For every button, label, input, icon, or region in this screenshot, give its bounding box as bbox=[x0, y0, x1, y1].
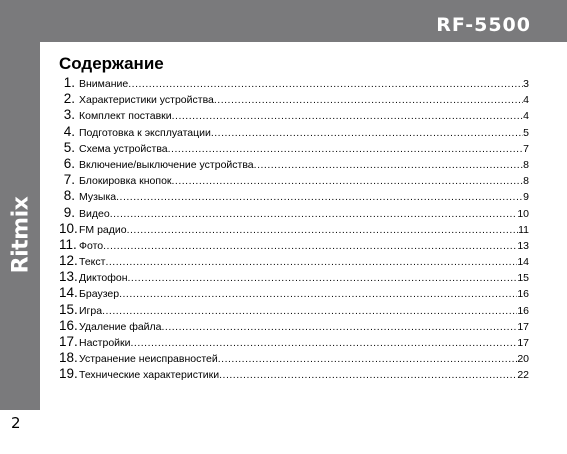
toc-entry-number: 18. bbox=[59, 350, 78, 366]
toc-entry-number: 19. bbox=[59, 366, 78, 382]
toc-entry bbox=[59, 221, 529, 237]
toc-entry bbox=[59, 205, 529, 221]
toc-dot-leader bbox=[127, 222, 519, 237]
toc-entry-page: 11 bbox=[518, 223, 529, 236]
toc-dot-leader bbox=[254, 157, 524, 172]
toc-entry-title: Включение/выключение устройства bbox=[79, 158, 254, 171]
toc-dot-leader bbox=[110, 206, 518, 221]
toc-entry bbox=[59, 156, 529, 172]
toc-entry-number: 1. bbox=[63, 75, 75, 90]
toc-dot-leader bbox=[119, 286, 517, 301]
toc-entry-title: Комплект поставки bbox=[79, 110, 172, 123]
toc-dot-leader bbox=[105, 254, 517, 269]
toc-entry-title: Диктофон bbox=[79, 272, 128, 285]
toc-entry-title: Браузер bbox=[79, 288, 120, 301]
toc-entry-title: Настройки bbox=[79, 337, 131, 349]
toc-dot-leader bbox=[162, 319, 518, 334]
toc-entry-title: Игра bbox=[79, 304, 103, 317]
toc-dot-leader bbox=[128, 270, 518, 285]
toc-entry bbox=[59, 140, 529, 156]
toc-dot-leader bbox=[116, 189, 523, 204]
toc-entry-page: 16 bbox=[517, 288, 529, 301]
toc-entry-page: 3 bbox=[523, 78, 529, 90]
toc-entry-page: 4 bbox=[523, 110, 529, 123]
toc-entry-page: 7 bbox=[523, 142, 529, 155]
toc-entry-title: Характеристики устройства bbox=[79, 94, 214, 107]
toc-entry bbox=[59, 124, 529, 140]
toc-entry-page: 9 bbox=[523, 191, 529, 204]
toc-entry-number: 12. bbox=[59, 253, 78, 269]
toc-entry bbox=[59, 366, 529, 382]
toc-entry bbox=[59, 188, 529, 204]
toc-entry-number: 14. bbox=[59, 285, 78, 301]
toc-dot-leader bbox=[211, 125, 523, 140]
toc-entry-page: 13 bbox=[517, 239, 529, 252]
toc-entry-number: 7. bbox=[63, 172, 75, 188]
toc-dot-leader bbox=[131, 335, 518, 350]
toc-entry bbox=[59, 237, 529, 253]
toc-entry-title: Блокировка кнопок bbox=[79, 175, 172, 188]
toc-entry-title: Подготовка к эксплуатации bbox=[79, 126, 211, 139]
toc-entry-number: 5. bbox=[63, 139, 75, 155]
toc-entry-title: Схема устройства bbox=[79, 142, 168, 155]
toc-dot-leader bbox=[219, 367, 517, 382]
toc-entry-page: 8 bbox=[523, 158, 529, 171]
toc-entry bbox=[59, 302, 529, 318]
toc-entry-number: 16. bbox=[59, 317, 78, 333]
toc-entry-page: 16 bbox=[517, 304, 529, 317]
model-name: RF-5500 bbox=[436, 14, 531, 36]
toc-entry-number: 4. bbox=[63, 123, 75, 139]
toc-entry-number: 13. bbox=[59, 269, 78, 285]
toc-entry-title: Музыка bbox=[79, 191, 117, 204]
side-bar bbox=[0, 0, 40, 410]
toc-entry-title: Удаление файла bbox=[79, 320, 162, 333]
toc-entry-page: 20 bbox=[517, 353, 529, 366]
toc-entry-page: 17 bbox=[517, 320, 529, 333]
toc-entry-title: Устранение неисправностей bbox=[79, 353, 218, 366]
toc-dot-leader bbox=[172, 173, 524, 188]
toc-entry-page: 5 bbox=[523, 126, 529, 139]
toc-entry bbox=[59, 285, 529, 301]
brand-logo bbox=[3, 195, 39, 275]
toc-dot-leader bbox=[103, 238, 517, 253]
toc-entry bbox=[59, 75, 529, 91]
toc-dot-leader bbox=[102, 303, 517, 318]
toc-entry-title: Видео bbox=[79, 207, 110, 220]
toc-entry-number: 8. bbox=[63, 188, 75, 204]
toc-entry bbox=[59, 269, 529, 285]
toc-entry bbox=[59, 334, 529, 350]
toc-entry-title: FM радио bbox=[79, 223, 127, 236]
toc-dot-leader bbox=[168, 141, 524, 156]
toc-dot-leader bbox=[218, 351, 518, 366]
table-of-contents bbox=[59, 75, 529, 383]
toc-heading: Содержание bbox=[59, 54, 164, 73]
toc-entry-page: 17 bbox=[517, 337, 529, 349]
toc-entry-title: Текст bbox=[79, 256, 106, 269]
toc-entry-page: 10 bbox=[517, 207, 529, 220]
toc-entry bbox=[59, 318, 529, 334]
header-bar bbox=[0, 0, 567, 42]
page-number: 2 bbox=[11, 414, 21, 432]
toc-dot-leader bbox=[172, 108, 524, 123]
toc-entry-number: 17. bbox=[59, 334, 78, 349]
toc-entry-page: 15 bbox=[517, 272, 529, 285]
toc-entry-number: 11. bbox=[59, 236, 77, 252]
toc-entry-title: Технические характеристики bbox=[79, 369, 220, 382]
toc-entry bbox=[59, 350, 529, 366]
toc-entry bbox=[59, 172, 529, 188]
brand-logo-text: Ritmix bbox=[8, 196, 34, 274]
toc-entry-page: 4 bbox=[523, 94, 529, 107]
toc-entry-number: 15. bbox=[59, 301, 78, 317]
toc-entry-page: 8 bbox=[523, 175, 529, 188]
toc-entry-title: Фото bbox=[79, 239, 104, 252]
toc-entry bbox=[59, 253, 529, 269]
toc-entry-page: 14 bbox=[517, 256, 529, 269]
toc-entry bbox=[59, 91, 529, 107]
toc-entry-number: 2. bbox=[63, 91, 75, 107]
toc-entry-number: 6. bbox=[63, 155, 75, 171]
toc-dot-leader bbox=[214, 92, 523, 107]
toc-dot-leader bbox=[128, 76, 523, 91]
toc-entry-number: 9. bbox=[63, 204, 75, 220]
toc-entry-title: Внимание bbox=[79, 78, 129, 90]
toc-entry-number: 3. bbox=[63, 107, 75, 123]
toc-entry bbox=[59, 107, 529, 123]
toc-entry-number: 10. bbox=[59, 220, 78, 236]
toc-entry-page: 22 bbox=[517, 369, 529, 382]
